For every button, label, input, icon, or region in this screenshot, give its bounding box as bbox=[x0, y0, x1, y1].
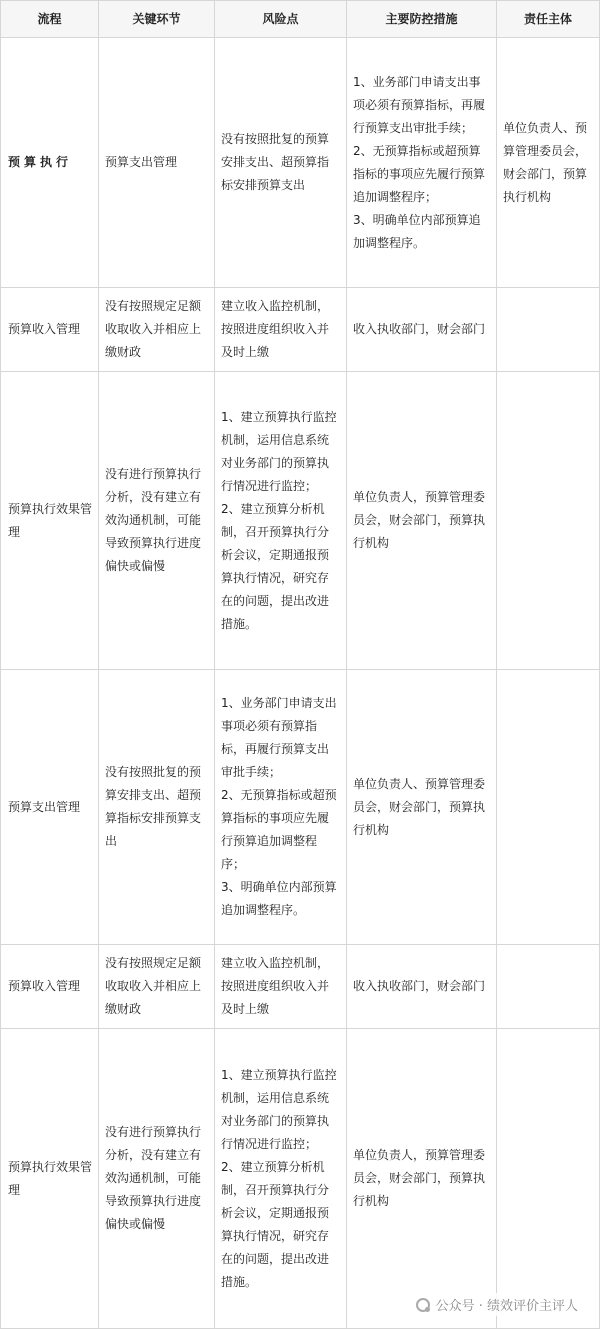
table-row bbox=[1, 945, 600, 1029]
cell-key-step: 没有按照批复的预算安排支出、超预算指标安排预算支出 bbox=[99, 670, 215, 945]
cell-owner: 单位负责人、预算管理委员会，财会部门，预算执行机构 bbox=[497, 38, 600, 288]
cell-risk: 没有按照批复的预算安排支出、超预算指标安排预算支出 bbox=[215, 38, 347, 288]
cell-measures: 单位负责人，预算管理委员会，财会部门，预算执行机构 bbox=[347, 372, 497, 670]
table-row bbox=[1, 288, 600, 372]
cell-key-step: 预算支出管理 bbox=[99, 38, 215, 288]
cell-risk: 建立收入监控机制，按照进度组织收入并及时上缴 bbox=[215, 945, 347, 1029]
cell-key-step: 没有进行预算执行分析，没有建立有效沟通机制，可能导致预算执行进度偏快或偏慢 bbox=[99, 372, 215, 670]
cell-flow: 预算执行效果管理 bbox=[1, 372, 99, 670]
cell-owner bbox=[497, 288, 600, 372]
cell-risk: 1、建立预算执行监控机制，运用信息系统对业务部门的预算执行情况进行监控； 2、建立预算分析机制，召开预算执行分析会议，定期通报预算执行情况，研究存在的问题，提出改进措施。 bbox=[215, 1029, 347, 1329]
cell-risk: 1、建立预算执行监控机制，运用信息系统对业务部门的预算执行情况进行监控； 2、建立预算分析机制，召开预算执行分析会议，定期通报预算执行情况，研究存在的问题，提出改进措施。 bbox=[215, 372, 347, 670]
cell-measures: 收入执收部门，财会部门 bbox=[347, 945, 497, 1029]
watermark bbox=[412, 1293, 582, 1316]
cell-measures: 1、业务部门申请支出事项必须有预算指标，再履行预算支出审批手续； 2、无预算指标或超预算指标的事项应先履行预算追加调整程序； 3、明确单位内部预算追加调整程序。 bbox=[347, 38, 497, 288]
cell-flow: 预算支出管理 bbox=[1, 670, 99, 945]
table-header-row bbox=[1, 1, 600, 38]
cell-key-step: 没有进行预算执行分析，没有建立有效沟通机制，可能导致预算执行进度偏快或偏慢 bbox=[99, 1029, 215, 1329]
header-flow: 流程 bbox=[1, 1, 99, 38]
cell-risk: 1、业务部门申请支出事项必须有预算指标，再履行预算支出审批手续； 2、无预算指标或超预算指标的事项应先履行预算追加调整程序； 3、明确单位内部预算追加调整程序。 bbox=[215, 670, 347, 945]
header-owner: 责任主体 bbox=[497, 1, 600, 38]
header-risk: 风险点 bbox=[215, 1, 347, 38]
header-key-step: 关键环节 bbox=[99, 1, 215, 38]
cell-measures: 单位负责人，预算管理委员会，财会部门，预算执行机构 bbox=[347, 1029, 497, 1329]
cell-owner bbox=[497, 372, 600, 670]
cell-owner bbox=[497, 945, 600, 1029]
table-row bbox=[1, 1029, 600, 1329]
header-measures: 主要防控措施 bbox=[347, 1, 497, 38]
table-row bbox=[1, 670, 600, 945]
wechat-official-account-icon bbox=[416, 1298, 430, 1312]
cell-risk: 建立收入监控机制，按照进度组织收入并及时上缴 bbox=[215, 288, 347, 372]
table-row bbox=[1, 372, 600, 670]
cell-measures: 单位负责人、预算管理委员会，财会部门，预算执行机构 bbox=[347, 670, 497, 945]
cell-flow: 预算收入管理 bbox=[1, 945, 99, 1029]
cell-key-step: 没有按照规定足额收取收入并相应上缴财政 bbox=[99, 288, 215, 372]
cell-flow: 预算收入管理 bbox=[1, 288, 99, 372]
cell-measures: 收入执收部门，财会部门 bbox=[347, 288, 497, 372]
watermark-text: 公众号 · 绩效评价主评人 bbox=[435, 1299, 578, 1314]
cell-owner bbox=[497, 670, 600, 945]
table-row bbox=[1, 38, 600, 288]
cell-flow: 预算执行效果管理 bbox=[1, 1029, 99, 1329]
cell-owner bbox=[497, 1029, 600, 1329]
cell-flow: 预算执行 bbox=[1, 38, 99, 288]
cell-key-step: 没有按照规定足额收取收入并相应上缴财政 bbox=[99, 945, 215, 1029]
